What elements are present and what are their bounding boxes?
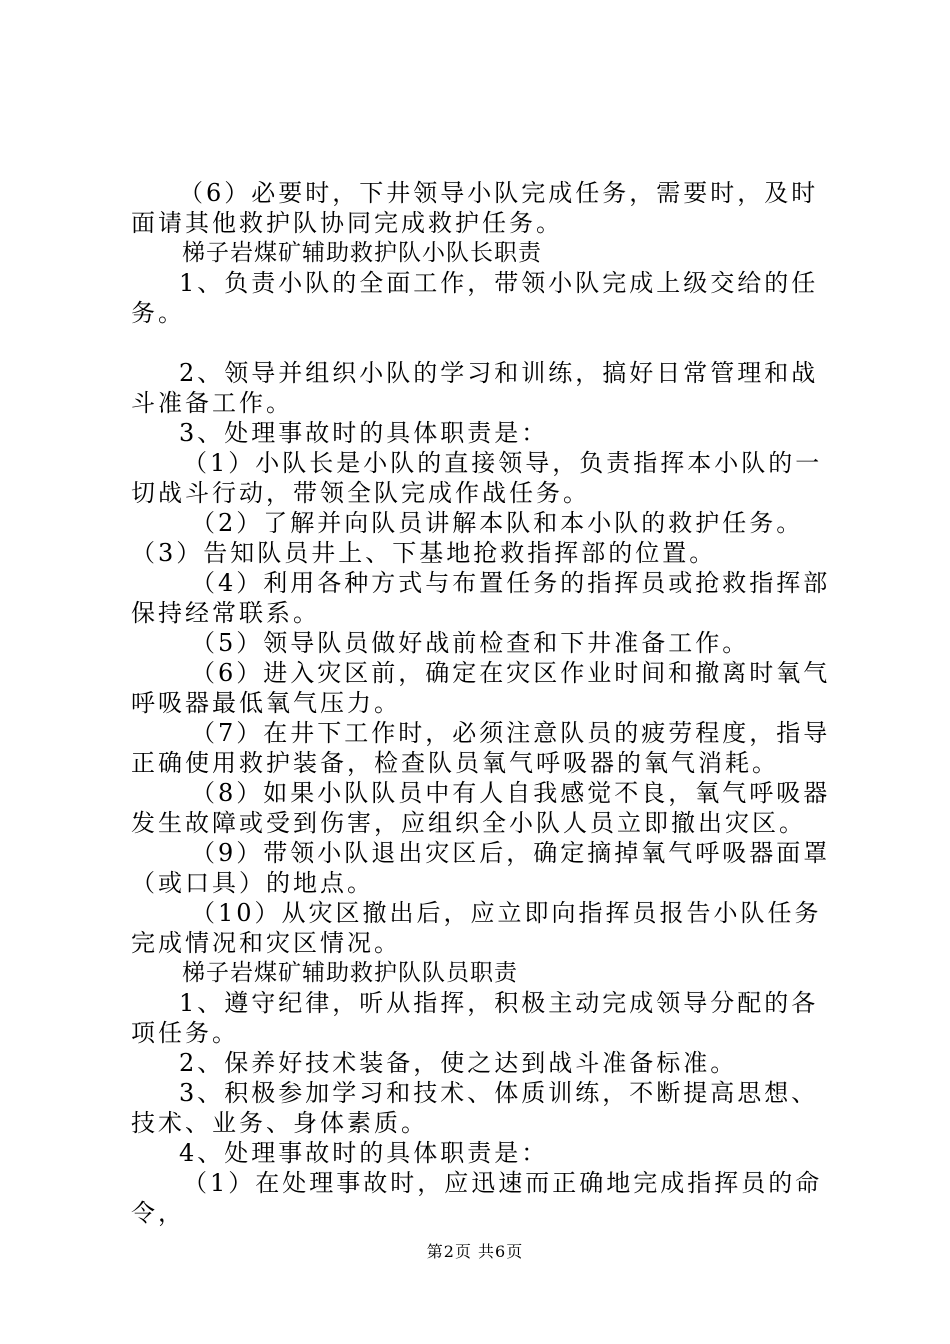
paragraph-leader-3-9: （9）带领小队退出灾区后，确定摘掉氧气呼吸器面罩（或口具）的地点。 — [131, 839, 831, 897]
paragraph-member-2: 2、保养好技术装备，使之达到战斗准备标准。 — [179, 1049, 738, 1077]
paragraph-member-4-1: （1）在处理事故时，应迅速而正确地完成指挥员的命令， — [131, 1169, 823, 1227]
paragraph-member-4: 4、处理事故时的具体职责是： — [179, 1139, 549, 1167]
paragraph-leader-3-4: （4）利用各种方式与布置任务的指挥员或抢救指挥部保持经常联系。 — [131, 569, 831, 627]
paragraph-leader-3-8: （8）如果小队队员中有人自我感觉不良，氧气呼吸器发生故障或受到伤害，应组织全小队人员立即撤出灾区。 — [131, 779, 831, 837]
paragraph-leader-1: 1、负责小队的全面工作，带领小队完成上级交给的任务。 — [131, 269, 819, 327]
paragraph-leader-2: 2、领导并组织小队的学习和训练，搞好日常管理和战斗准备工作。 — [131, 359, 819, 417]
page-footer: 第2页 共6页 — [426, 1242, 524, 1261]
paragraph-leader-3: 3、处理事故时的具体职责是： — [179, 419, 549, 447]
paragraph-leader-3-1: （1）小队长是小队的直接领导，负责指挥本小队的一切战斗行动，带领全队完成作战任务。 — [131, 449, 823, 507]
document-body — [131, 178, 831, 1228]
paragraph-leader-3-10: （10）从灾区撤出后，应立即向指挥员报告小队任务完成情况和灾区情况。 — [131, 899, 822, 957]
paragraph-leader-3-6: （6）进入灾区前，确定在灾区作业时间和撤离时氧气呼吸器最低氧气压力。 — [131, 659, 831, 717]
paragraph-leader-3-2: （2）了解并向队员讲解本队和本小队的救护任务。（3）告知队员井上、下基地抢救指挥部的位置。 — [131, 509, 804, 567]
paragraph-member-3: 3、积极参加学习和技术、体质训练，不断提高思想、技术、业务、身体素质。 — [131, 1079, 819, 1137]
paragraph-item-6-leader-duty: （6）必要时，下井领导小队完成任务，需要时，及时面请其他救护队协同完成救护任务。 — [131, 179, 819, 237]
paragraph-leader-3-5: （5）领导队员做好战前检查和下井准备工作。 — [191, 629, 750, 657]
paragraph-leader-3-7: （7）在井下工作时，必须注意队员的疲劳程度，指导正确使用救护装备，检查队员氧气呼吸器的氧气消耗。 — [131, 719, 831, 777]
section-heading-team-member: 梯子岩煤矿辅助救护队队员职责 — [182, 960, 518, 986]
section-heading-squad-leader: 梯子岩煤矿辅助救护队小队长职责 — [182, 240, 542, 266]
paragraph-member-1: 1、遵守纪律，听从指挥，积极主动完成领导分配的各项任务。 — [131, 989, 819, 1047]
